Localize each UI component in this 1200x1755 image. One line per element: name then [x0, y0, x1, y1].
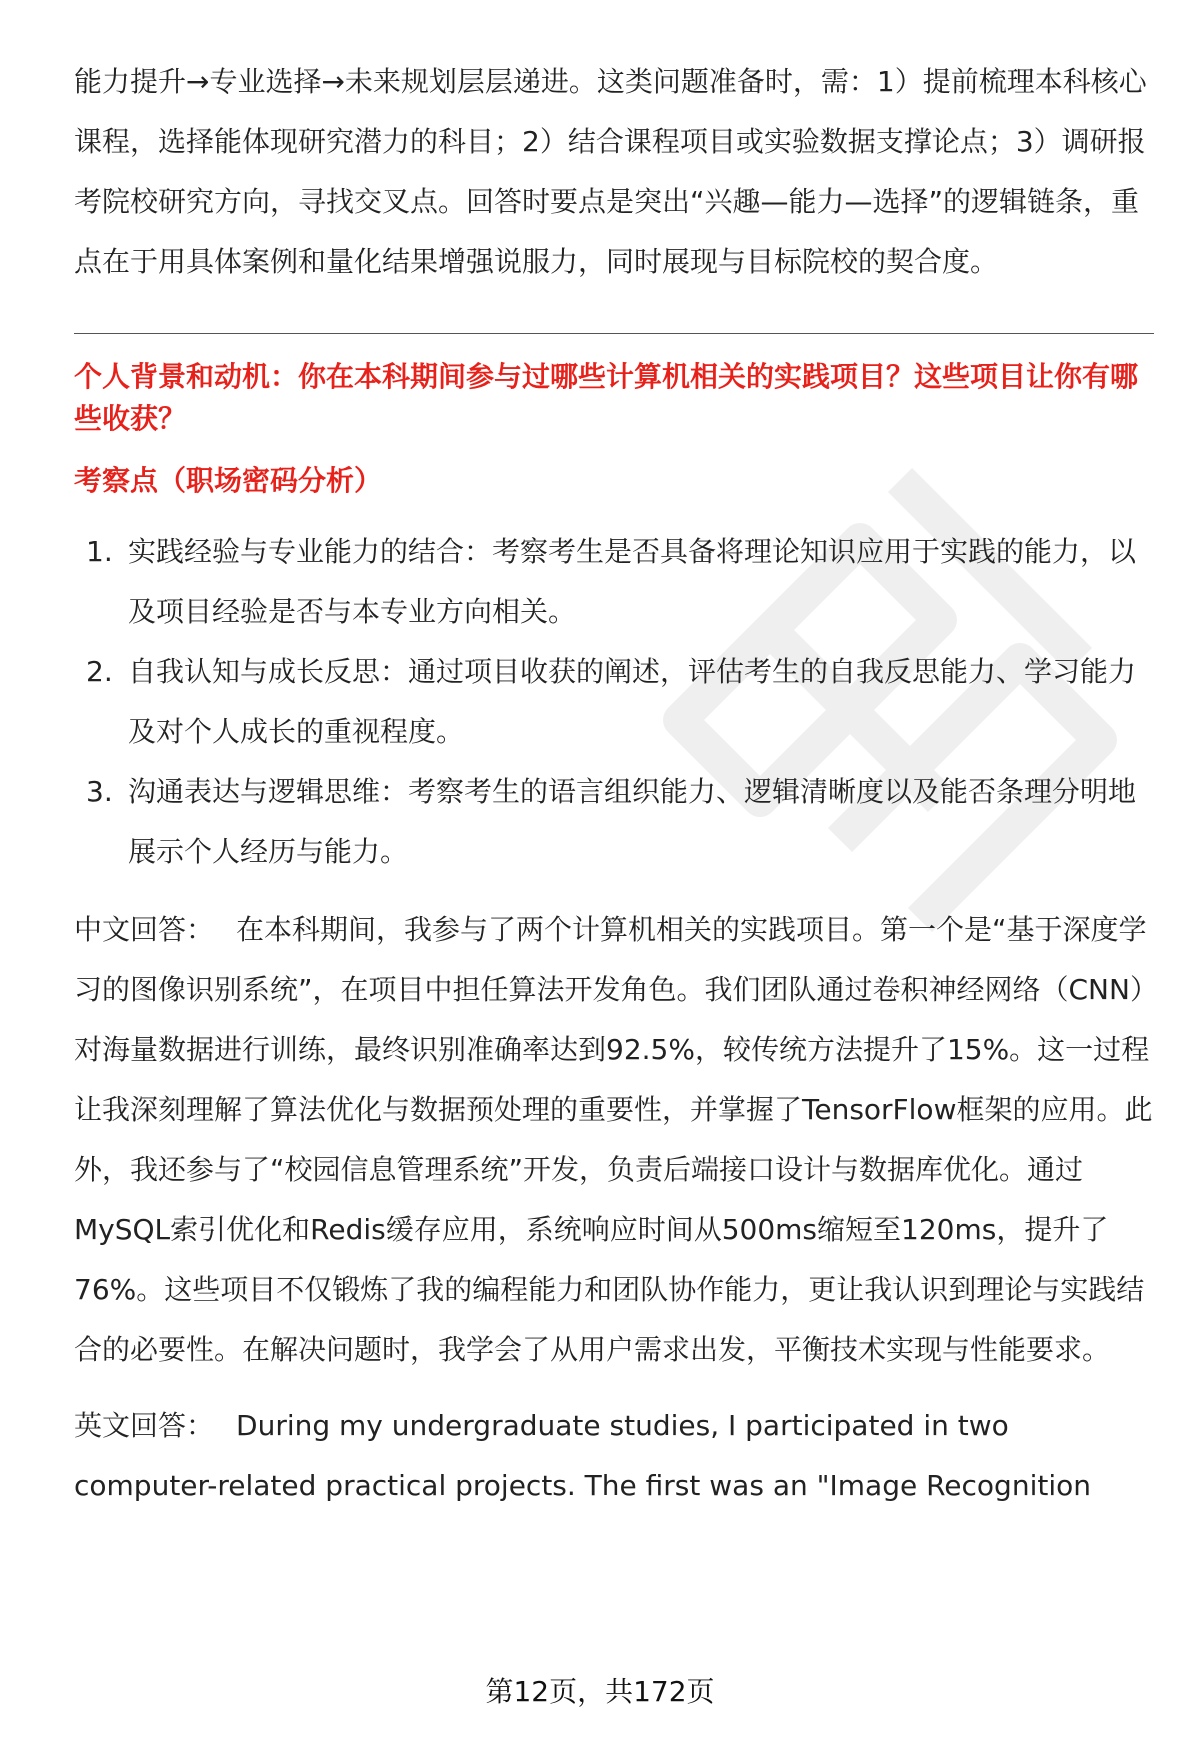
- exam-point-text: 沟通表达与逻辑思维：考察考生的语言组织能力、逻辑清晰度以及能否条理分明地展示个人经历与能力。: [128, 775, 1137, 868]
- exam-point-number: 3.: [86, 775, 113, 808]
- page-number-footer: 第12页，共172页: [485, 1675, 715, 1708]
- chinese-answer: [74, 900, 1154, 1380]
- exam-point-number: 1.: [86, 535, 113, 568]
- english-answer: [74, 1396, 1154, 1516]
- english-answer-text: During my undergraduate studies, I participated in two computer-related practical projects. The first was an "Image Recognition: [74, 1409, 1091, 1502]
- page-content: [74, 52, 1154, 1516]
- exam-point-text: 自我认知与成长反思：通过项目收获的阐述，评估考生的自我反思能力、学习能力及对个人成长的重视程度。: [128, 655, 1137, 748]
- exam-points-title: 考察点（职场密码分析）: [74, 464, 383, 497]
- exam-point-number: 2.: [86, 655, 113, 688]
- intro-paragraph: 能力提升→专业选择→未来规划层层递进。这类问题准备时，需：1）提前梳理本科核心课程，选择能体现研究潜力的科目；2）结合课程项目或实验数据支撑论点；3）调研报考院校研究方向，寻找交叉点。回答时要点是突出“兴趣—能力—选择”的逻辑链条，重点在于用具体案例和量化结果增强说服力，同时展现与目标院校的契合度。: [74, 65, 1147, 278]
- exam-point-item: [74, 522, 1154, 642]
- chinese-answer-text: 在本科期间，我参与了两个计算机相关的实践项目。第一个是“基于深度学习的图像识别系统”，在项目中担任算法开发角色。我们团队通过卷积神经网络（CNN）对海量数据进行训练，最终识别准确率达到92.5%，较传统方法提升了15%。这一过程让我深刻理解了算法优化与数据预处理的重要性，并掌握了TensorFlow框架的应用。此外，我还参与了“校园信息管理系统”开发，负责后端接口设计与数据库优化。通过MySQL索引优化和Redis缓存应用，系统响应时间从500ms缩短至120ms，提升了76%。这些项目不仅锻炼了我的编程能力和团队协作能力，更让我认识到理论与实践结合的必要性。在解决问题时，我学会了从用户需求出发，平衡技术实现与性能要求。: [74, 913, 1153, 1366]
- exam-points-list: [74, 522, 1154, 882]
- section-divider: [74, 333, 1154, 334]
- exam-point-text: 实践经验与专业能力的结合：考察考生是否具备将理论知识应用于实践的能力，以及项目经验是否与本专业方向相关。: [128, 535, 1137, 628]
- exam-point-item: [74, 762, 1154, 882]
- english-answer-label: 英文回答：: [74, 1409, 215, 1442]
- chinese-answer-label: 中文回答：: [74, 913, 215, 946]
- question-heading: 个人背景和动机：你在本科期间参与过哪些计算机相关的实践项目？这些项目让你有哪些收获？: [74, 360, 1139, 435]
- exam-point-item: [74, 642, 1154, 762]
